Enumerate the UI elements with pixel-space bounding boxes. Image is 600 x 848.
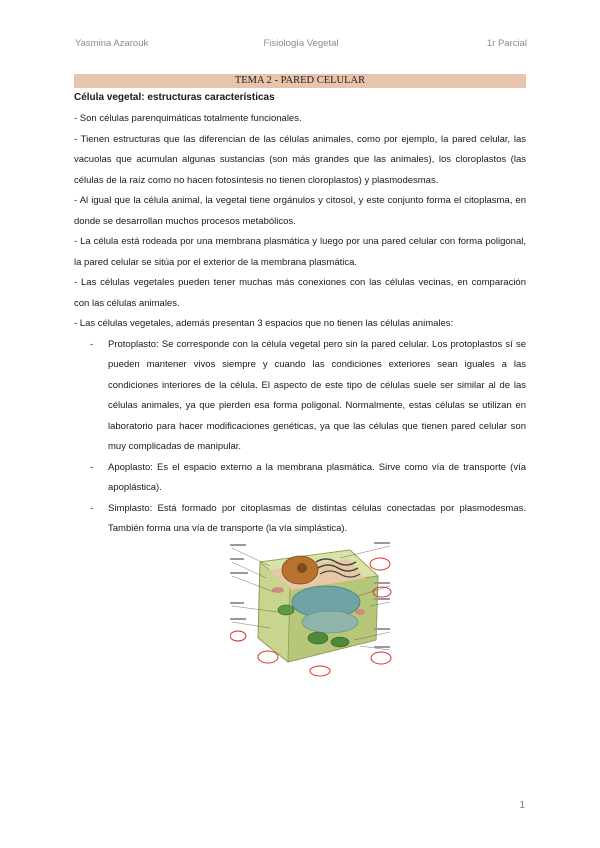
chloroplast-shape xyxy=(278,605,294,615)
bullet-dash: - xyxy=(90,461,94,473)
label-placeholder xyxy=(230,618,246,620)
bullet-text: Protoplasto: Se corresponde con la célula vegetal pero sin la pared celular. Los protoplastos sí se pueden mantener vivos siempre y cuando las condiciones exteriores sean iguales a las condiciones interiores de la célula. El aspecto de este tipo de células suele ser similar al de las células animales, ya que pierden esa forma poligonal. Normalmente, estas células se utilizan en laboratorio para hacer modificaciones genéticas, ya que las células que tienen pared celular son muy complicadas de manipular. xyxy=(108,338,526,452)
label-placeholder xyxy=(230,544,246,546)
label-placeholder xyxy=(374,542,390,544)
page-number: 1 xyxy=(519,800,525,811)
label-placeholder xyxy=(374,628,390,630)
label-placeholder xyxy=(230,602,244,604)
label-line xyxy=(232,548,270,566)
section-title: TEMA 2 - PARED CELULAR xyxy=(74,74,526,88)
plant-cell-diagram xyxy=(230,540,392,678)
nucleolus-shape xyxy=(297,563,307,573)
chloroplast-shape xyxy=(331,637,349,647)
annotation-circle xyxy=(230,631,246,641)
annotation-circle xyxy=(310,666,330,676)
annotation-circle xyxy=(258,651,278,663)
label-placeholder xyxy=(374,598,390,600)
bullet-dash: - xyxy=(90,338,94,350)
paragraph: - Las células vegetales, además presentan 3 espacios que no tienen las células animales: xyxy=(74,318,454,329)
paragraph: - Al igual que la célula animal, la vegetal tiene orgánulos y citosol, y este conjunto forma el citoplasma, en donde se desarrollan muchos procesos metabólicos. xyxy=(74,195,526,227)
section-subtitle: Célula vegetal: estructuras características xyxy=(74,92,275,103)
bullet-text: Apoplasto: Es el espacio externo a la membrana plasmática. Sirve como vía de transporte (vía apoplástica). xyxy=(108,461,526,493)
list-item xyxy=(74,335,526,458)
label-placeholder xyxy=(374,582,390,584)
plant-cell-illustration xyxy=(230,540,392,678)
bullet-text: Simplasto: Está formado por citoplasmas de distintas células conectadas por plasmodesmas. También forma una vía de transporte (la vía simplástica). xyxy=(108,502,526,534)
tonoplast-shape xyxy=(302,611,358,633)
header-author: Yasmina Azarouk xyxy=(75,38,149,49)
paragraph: - Son células parenquimáticas totalmente funcionales. xyxy=(74,113,302,124)
paragraph: - La célula está rodeada por una membrana plasmática y luego por una pared celular con forma poligonal, la pared celular se sitúa por el exterior de la membrana plasmática. xyxy=(74,236,526,268)
mitochondrion-shape xyxy=(355,609,365,615)
annotation-circle xyxy=(371,652,391,664)
header-exam: 1r Parcial xyxy=(486,38,527,49)
paragraph: - Las células vegetales pueden tener muchas más conexiones con las células vecinas, en comparación con las células animales. xyxy=(74,277,526,309)
header-subject: Fisiología Vegetal xyxy=(263,38,339,49)
label-placeholder xyxy=(230,558,244,560)
bullet-dash: - xyxy=(90,502,94,514)
paragraph: - Tienen estructuras que las diferencian de las células animales, como por ejemplo, la pared celular, las vacuolas que acumulan algunas sustancias (son más grandes que las animales), los cloroplastos (las células de la raíz como no hacen fotosíntesis no tienen cloroplastos) y plasmodesmas. xyxy=(74,133,526,186)
list-item xyxy=(74,458,526,499)
bullet-list xyxy=(74,335,526,540)
body-text xyxy=(74,109,526,540)
list-item xyxy=(74,499,526,540)
chloroplast-shape xyxy=(308,632,328,644)
label-placeholder xyxy=(374,646,390,648)
page-header xyxy=(75,38,527,52)
label-placeholder xyxy=(230,572,248,574)
annotation-circle xyxy=(370,558,390,570)
